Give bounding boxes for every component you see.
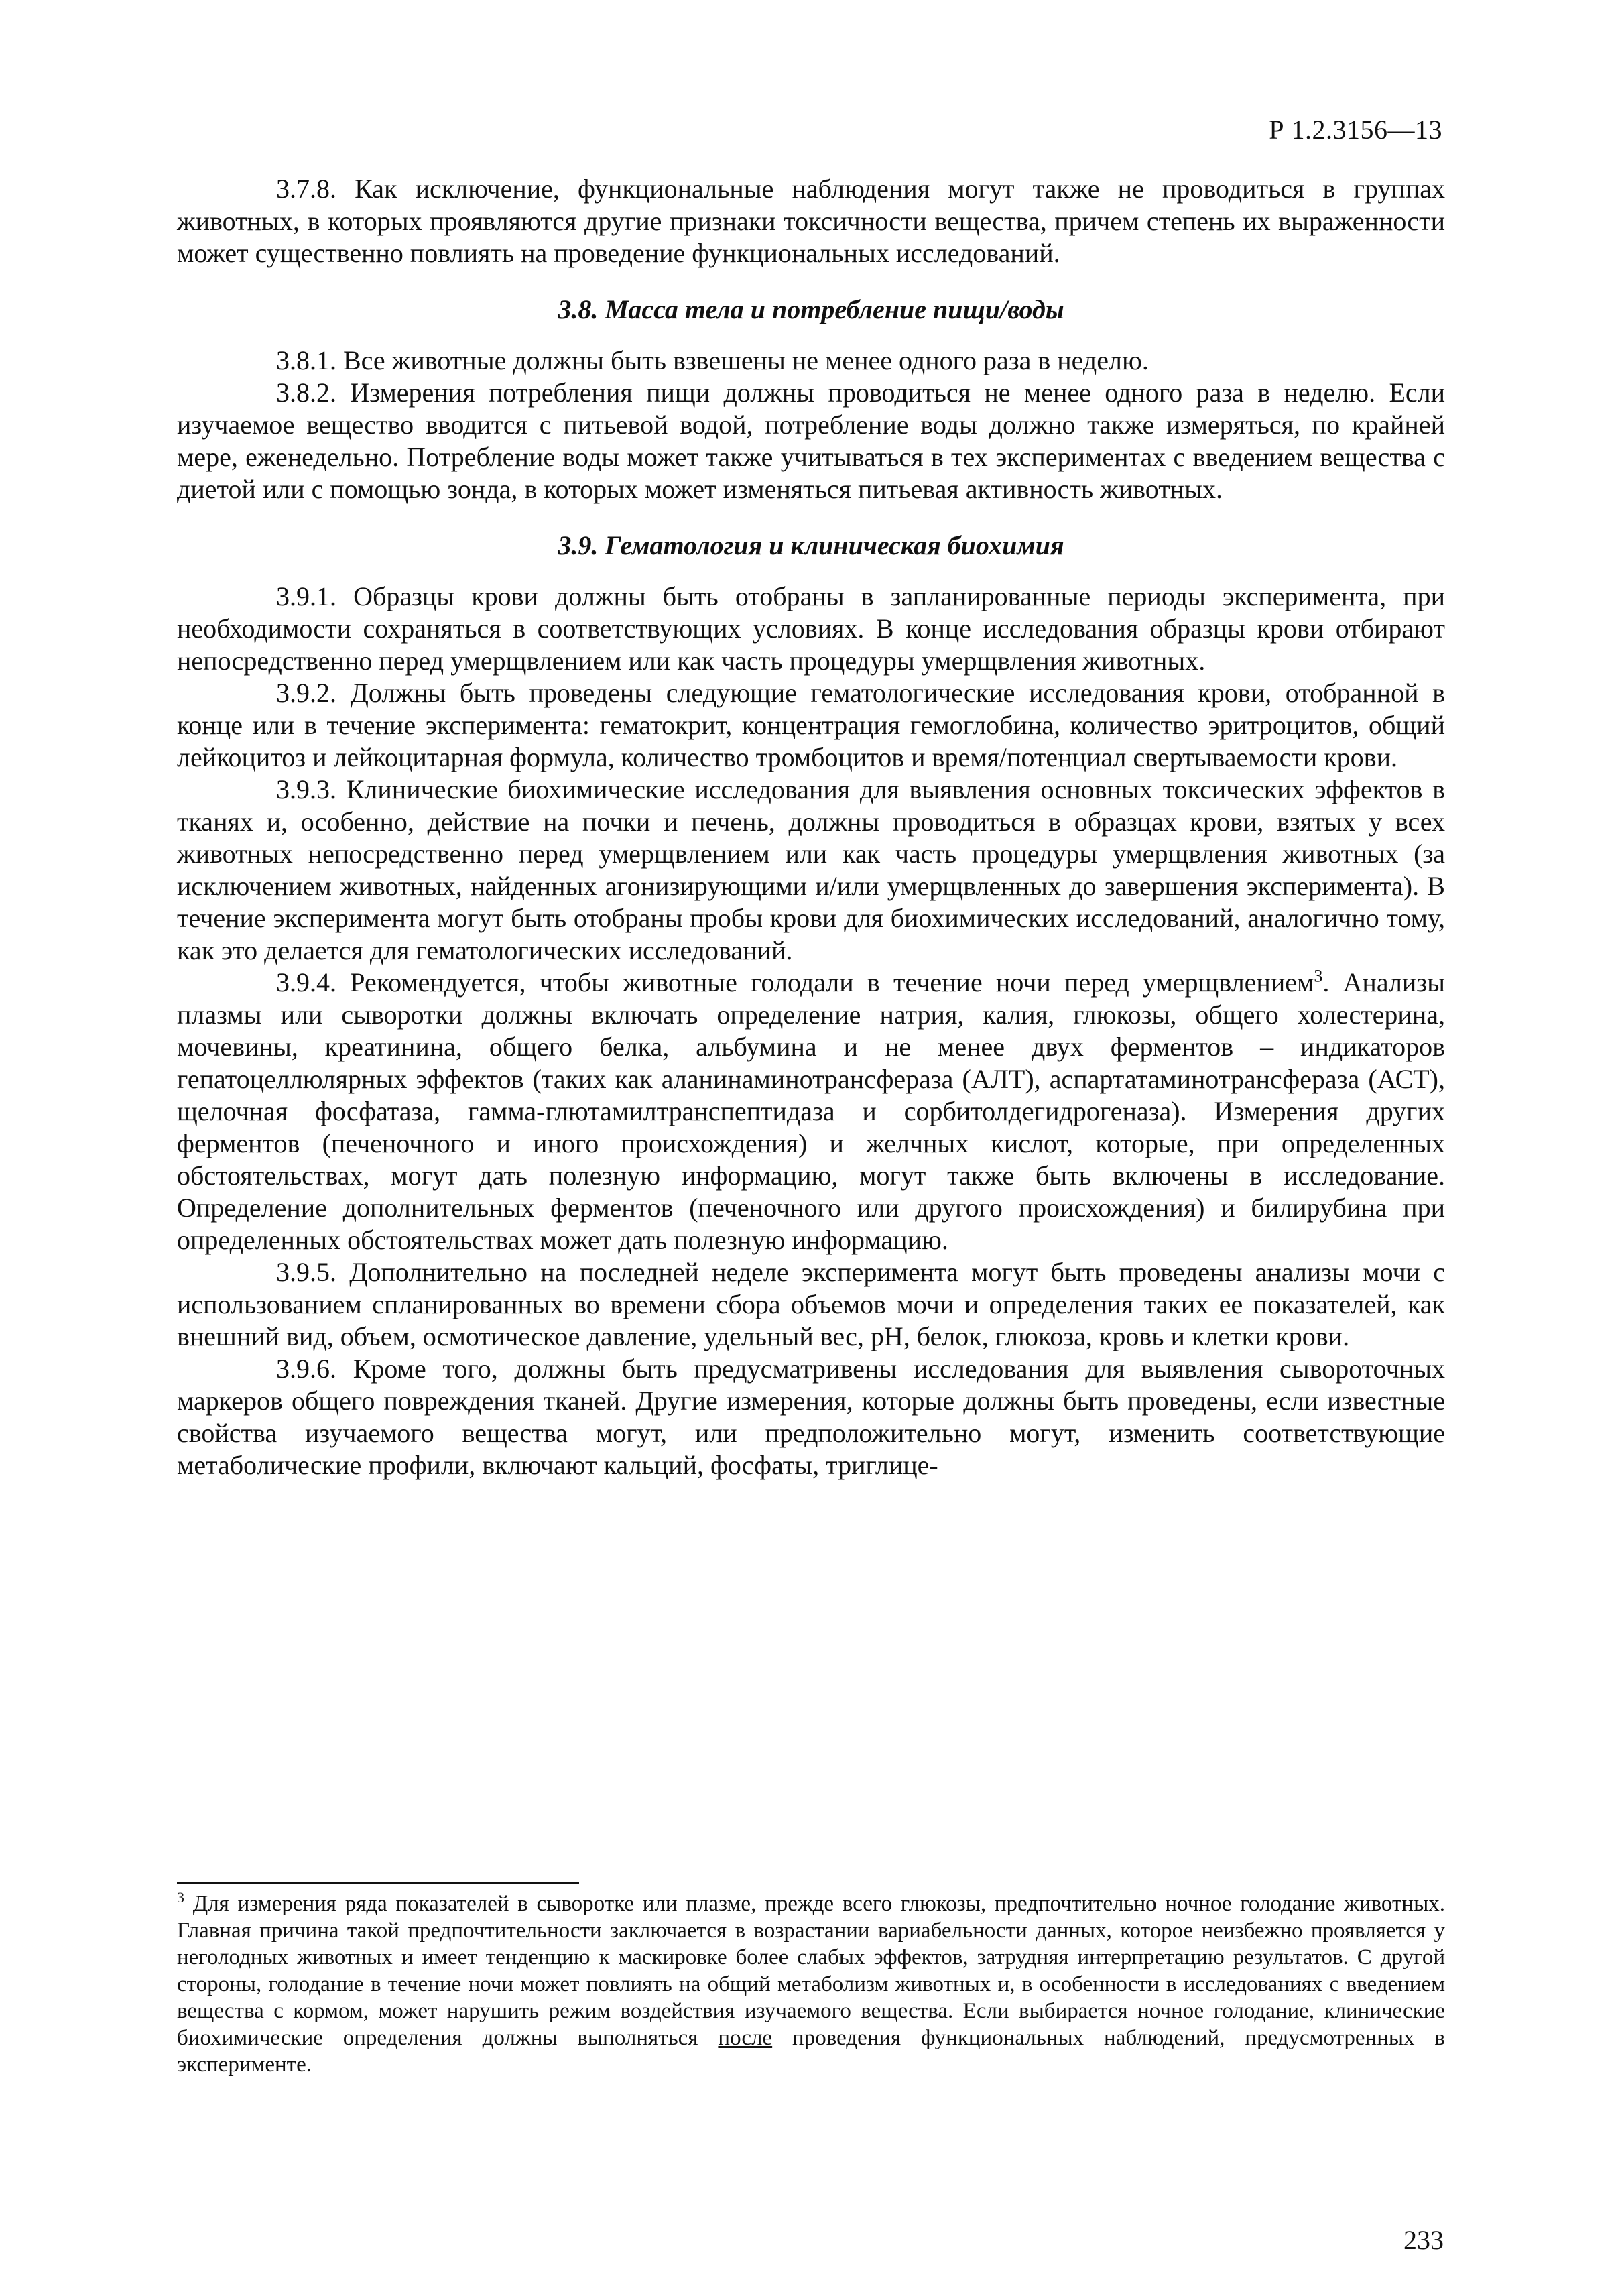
footnote-mark: 3 bbox=[177, 1889, 184, 1906]
paragraph-3-9-1: 3.9.1. Образцы крови должны быть отобраны в запланированные периоды эксперимента, при необходимости сохраняться в соответствующих условиях. В конце исследования образцы крови отбирают непосредственно перед умерщвлением или как часть процедуры умерщвления животных. bbox=[177, 581, 1445, 676]
footnote-divider bbox=[177, 1882, 579, 1884]
footnote bbox=[177, 1890, 1445, 2078]
paragraph-3-9-4-start: 3.9.4. Рекомендуется, чтобы животные голодали в течение ночи перед умерщвлением bbox=[276, 967, 1314, 998]
footnote-underlined-word: после bbox=[718, 2026, 773, 2050]
main-text bbox=[177, 173, 1445, 1482]
paragraph-3-9-4 bbox=[177, 967, 1445, 1256]
section-title-3-9: 3.9. Гематология и клиническая биохимия bbox=[558, 530, 1064, 560]
page-number: 233 bbox=[1403, 2225, 1444, 2255]
paragraph-3-9-2: 3.9.2. Должны быть проведены следующие гематологические исследования крови, отобранной в конце или в течение эксперимента: гематокрит, концентрация гемоглобина, количество эритроцитов, общий лейкоцитоз и лейкоцитарная формула, количество тромбоцитов и время/потенциал свертываемости крови. bbox=[177, 678, 1445, 772]
paragraph-3-9-5: 3.9.5. Дополнительно на последней неделе эксперимента могут быть проведены анализы мочи с использованием спланированных во времени сбора объемов мочи и определения таких ее показателей, как внешний вид, объем, осмотическое давление, удельный вес, pH, белок, глюкоза, кровь и клетки крови. bbox=[177, 1257, 1445, 1351]
paragraph-3-9-3: 3.9.3. Клинические биохимические исследования для выявления основных токсических эффектов в тканях и, особенно, действие на почки и печень, должны проводиться в образцах крови, взятых у всех животных непосредственно перед умерщвлением или как часть процедуры умерщвления животных (за исключением животных, найденных агонизирующими и/или умерщвленных до завершения эксперимента). В течение эксперимента могут быть отобраны пробы крови для биохимических исследований, аналогично тому, как это делается для гематологических исследований. bbox=[177, 774, 1445, 965]
section-title-3-8: 3.8. Масса тела и потребление пищи/воды bbox=[558, 294, 1064, 324]
paragraph-3-8-1: 3.8.1. Все животные должны быть взвешены не менее одного раза в неделю. bbox=[276, 345, 1149, 375]
paragraph-3-7-8: 3.7.8. Как исключение, функциональные наблюдения могут также не проводиться в группах животных, в которых проявляются другие признаки токсичности вещества, причем степень их выраженности может существенно повлиять на проведение функциональных исследований. bbox=[177, 174, 1445, 268]
document-code: Р 1.2.3156—13 bbox=[1269, 115, 1442, 145]
footnote-text-start: Для измерения ряда показателей в сыворотке или плазме, прежде всего глюкозы, предпочтительно ночное голодание животных. Главная причина такой предпочтительности заключается в возрастании вариабельности данных, которое неизбежно проявляется у неголодных животных и имеет тенденцию к маскировке более слабых эффектов, затрудняя интерпретацию результатов. С другой стороны, голодание в течение ночи может повлиять на общий метаболизм животных и, в особенности в исследованиях с введением вещества с кормом, может нарушить режим воздействия изучаемого вещества. Если выбирается ночное голодание, клинические биохимические определения должны выполняться bbox=[177, 1892, 1445, 2050]
footnote-text bbox=[177, 1890, 1445, 2078]
paragraph-3-8-2: 3.8.2. Измерения потребления пищи должны проводиться не менее одного раза в неделю. Если изучаемое вещество вводится с питьевой водой, потребление воды должно также измеряться, по крайней мере, еженедельно. Потребление воды может также учитываться в тех экспериментах с введением вещества с диетой или с помощью зонда, в которых может изменяться питьевая активность животных. bbox=[177, 377, 1445, 504]
paragraph-3-9-6: 3.9.6. Кроме того, должны быть предусматривены исследования для выявления сывороточных маркеров общего повреждения тканей. Другие измерения, которые должны быть проведены, если известные свойства изучаемого вещества могут, или предположительно могут, изменить соответствующие метаболические профили, включают кальций, фосфаты, триглице- bbox=[177, 1353, 1445, 1480]
footnote-text-end: проведения функциональных наблюдений, предусмотренных в эксперименте. bbox=[177, 2026, 1445, 2077]
footnote-reference[interactable]: 3 bbox=[1314, 966, 1323, 986]
paragraph-3-9-4-rest: . Анализы плазмы или сыворотки должны включать определение натрия, калия, глюкозы, общего холестерина, мочевины, креатинина, общего белка, альбумина и не менее двух ферментов – индикаторов гепатоцеллюлярных эффектов (таких как аланинаминотрансфераза (АЛТ), аспартатаминотрансфераза (АСТ), щелочная фосфатаза, гамма-глютамилтранспептидаза и сорбитолдегидрогеназа). Измерения других ферментов (печеночного и иного происхождения) и желчных кислот, которые, при определенных обстоятельствах, могут дать полезную информацию, могут также быть включены в исследование. Определение дополнительных ферментов (печеночного или другого происхождения) и билирубина при определенных обстоятельствах может дать полезную информацию. bbox=[177, 967, 1445, 1255]
